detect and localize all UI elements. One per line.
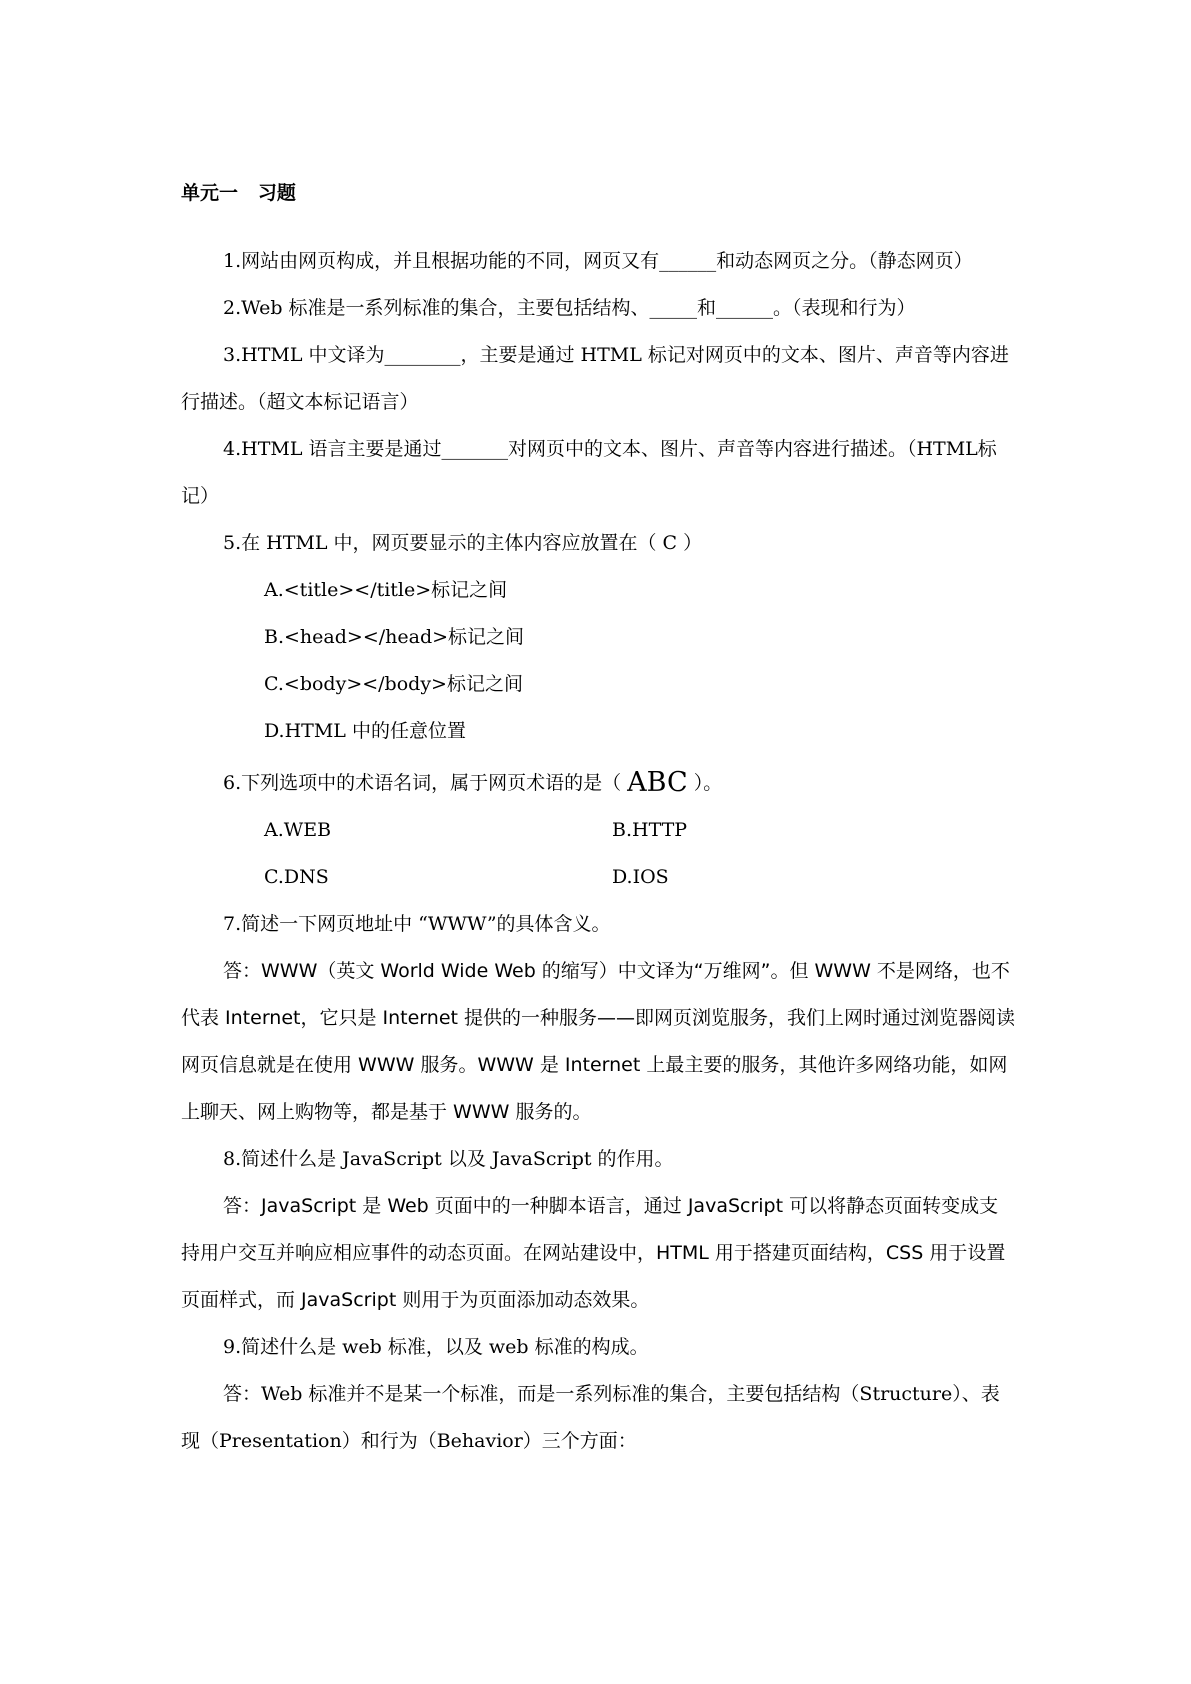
- question-6-suffix: ）。: [687, 772, 723, 794]
- question-6-options-row-2: [181, 854, 1016, 901]
- question-6-prefix: 6.下列选项中的术语名词，属于网页术语的是（: [223, 772, 628, 794]
- question-4: 4.HTML 语言主要是通过_______对网页中的文本、图片、声音等内容进行描述。（HTML标记）: [181, 438, 997, 507]
- document-page: [181, 176, 1016, 1465]
- question-3: 3.HTML 中文译为________，主要是通过 HTML 标记对网页中的文本、图片、声音等内容进行描述。（超文本标记语言）: [181, 344, 1009, 413]
- question-5: 5.在 HTML 中，网页要显示的主体内容应放置在（ C ）: [223, 532, 703, 554]
- question-1: 1.网站由网页构成，并且根据功能的不同，网页又有______和动态网页之分。（静态网页）: [223, 250, 973, 272]
- question-8: 8.简述什么是 JavaScript 以及 JavaScript 的作用。: [223, 1148, 674, 1170]
- question-9: 9.简述什么是 web 标准，以及 web 标准的构成。: [223, 1336, 649, 1358]
- question-9-answer: 答：Web 标准并不是某一个标准，而是一系列标准的集合，主要包括结构（Structure）、表现（Presentation）和行为（Behavior）三个方面：: [181, 1383, 1000, 1452]
- question-6-option-a: A.WEB: [264, 819, 332, 841]
- question-6-options-row-1: [181, 807, 1016, 854]
- page-title: 单元一 习题: [181, 182, 296, 204]
- question-5-option-b: B.<head></head>标记之间: [264, 626, 525, 648]
- question-6-option-d: D.IOS: [612, 866, 669, 888]
- question-6-option-c: C.DNS: [264, 866, 329, 888]
- question-5-option-d: D.HTML 中的任意位置: [264, 720, 466, 742]
- question-5-option-a: A.<title></title>标记之间: [264, 579, 508, 601]
- question-2: 2.Web 标准是一系列标准的集合，主要包括结构、_____和______。（表现和行为）: [223, 297, 916, 319]
- question-6-option-b: B.HTTP: [612, 819, 688, 841]
- question-5-option-c: C.<body></body>标记之间: [264, 673, 523, 695]
- question-7-answer: 答：WWW（英文 World Wide Web 的缩写）中文译为“万维网”。但 WWW 不是网络，也不代表 Internet，它只是 Internet 提供的一种服务——即网页浏览服务，我们上网时通过浏览器阅读网页信息就是在使用 WWW 服务。WWW 是 Internet 上最主要的服务，其他许多网络功能，如网上聊天、网上购物等，都是基于 WWW 服务的。: [181, 960, 1016, 1123]
- question-6-answer: ABC: [627, 767, 688, 798]
- question-8-answer: 答：JavaScript 是 Web 页面中的一种脚本语言，通过 JavaScript 可以将静态页面转变成支持用户交互并响应相应事件的动态页面。在网站建设中，HTML 用于搭建页面结构，CSS 用于设置页面样式，而 JavaScript 则用于为页面添加动态效果。: [181, 1195, 1006, 1311]
- question-6: [181, 759, 1016, 807]
- question-7: 7.简述一下网页地址中 “WWW”的具体含义。: [223, 913, 611, 935]
